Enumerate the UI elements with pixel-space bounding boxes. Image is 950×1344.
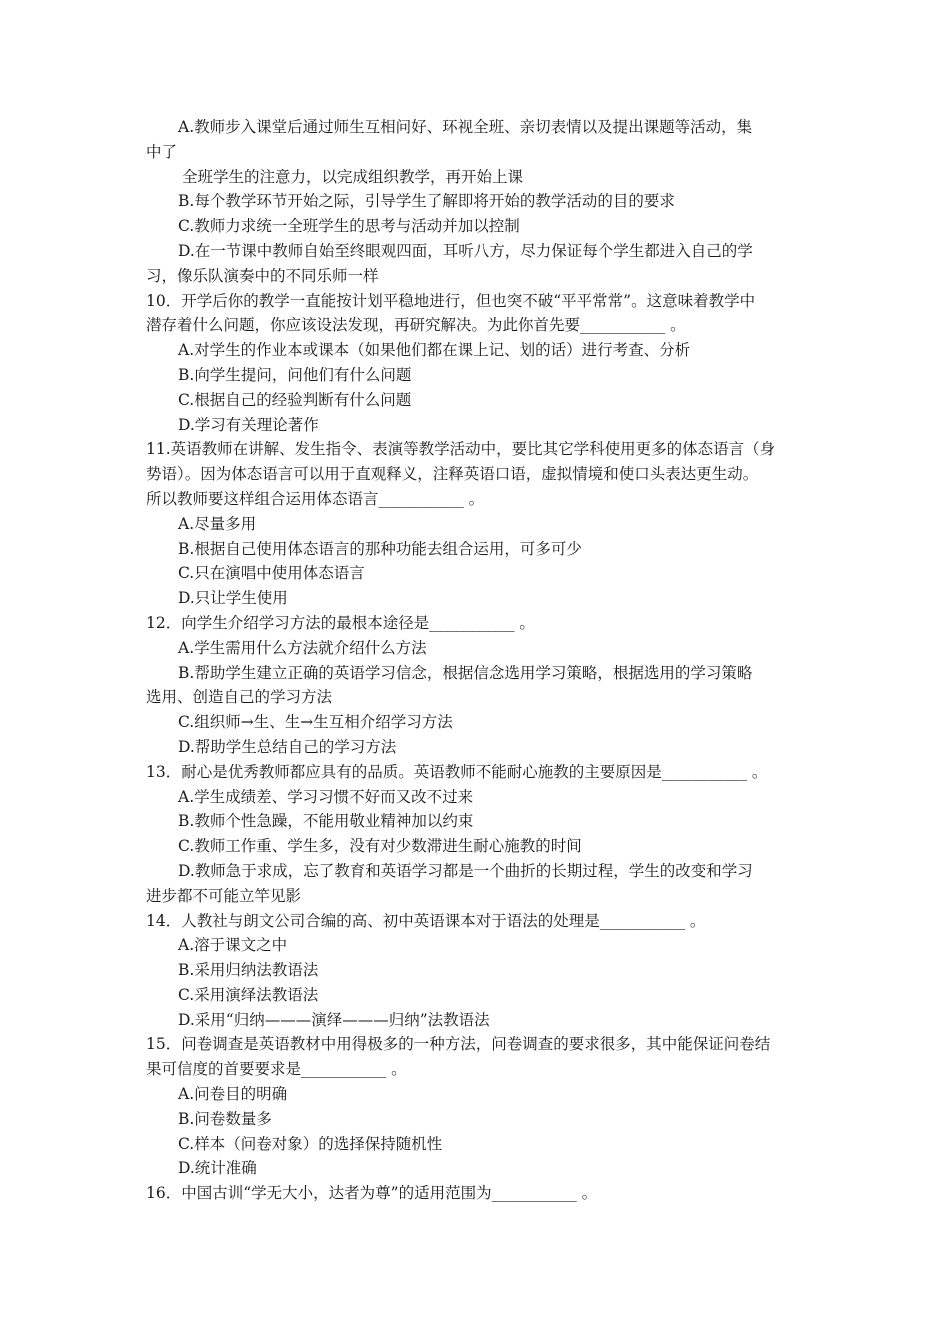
text-line: D.采用“归纳———演绎———归纳”法教语法 bbox=[178, 1010, 490, 1029]
text-line: A.学生成绩差、学习习惯不好而又改不过来 bbox=[178, 787, 474, 806]
document-body bbox=[146, 115, 810, 1206]
text-line: A.问卷目的明确 bbox=[178, 1085, 288, 1104]
text-line: D.统计准确 bbox=[178, 1159, 257, 1178]
text-line: 果可信度的首要要求是___________ 。 bbox=[146, 1060, 407, 1079]
text-line: 11.英语教师在讲解、发生指令、表演等教学活动中，要比其它学科使用更多的体态语言（身 bbox=[146, 440, 776, 459]
text-line: B.采用归纳法教语法 bbox=[178, 961, 319, 980]
text-line: A.对学生的作业本或课本（如果他们都在课上记、划的话）进行考查、分析 bbox=[178, 341, 691, 360]
text-line: 全班学生的注意力，以完成组织教学，再开始上课 bbox=[182, 167, 524, 186]
text-line: A.溶于课文之中 bbox=[178, 936, 288, 955]
text-line: 10．开学后你的教学一直能按计划平稳地进行，但也突不破“平平常常”。这意味着教学中 bbox=[146, 291, 756, 310]
text-line: B.帮助学生建立正确的英语学习信念，根据信念选用学习策略，根据选用的学习策略 bbox=[178, 663, 753, 682]
text-line: B.问卷数量多 bbox=[178, 1109, 272, 1128]
text-line: D.只让学生使用 bbox=[178, 589, 288, 608]
text-line: 13．耐心是优秀教师都应具有的品质。英语教师不能耐心施教的主要原因是___________ 。 bbox=[146, 762, 768, 781]
text-line: D.帮助学生总结自己的学习方法 bbox=[178, 737, 397, 756]
text-line: D.在一节课中教师自始至终眼观四面，耳听八方，尽力保证每个学生都进入自己的学 bbox=[178, 241, 753, 260]
text-line: 16．中国古训“学无大小，达者为尊”的适用范围为___________ 。 bbox=[146, 1184, 598, 1203]
text-line: 习，像乐队演奏中的不同乐师一样 bbox=[146, 266, 379, 285]
text-line: C.教师力求统一全班学生的思考与活动并加以控制 bbox=[178, 217, 520, 236]
text-line: B.根据自己使用体态语言的那种功能去组合运用，可多可少 bbox=[178, 539, 582, 558]
text-line: 14．人教社与朗文公司合编的高、初中英语课本对于语法的处理是___________ 。 bbox=[146, 911, 706, 930]
text-line: B.每个教学环节开始之际，引导学生了解即将开始的教学活动的目的要求 bbox=[178, 192, 675, 211]
text-line: 12．向学生介绍学习方法的最根本途径是___________ 。 bbox=[146, 613, 535, 632]
text-line: 势语）。因为体态语言可以用于直观释义，注释英语口语，虚拟情境和使口头表达更生动。 bbox=[146, 465, 759, 484]
text-line: 所以教师要这样组合运用体态语言___________ 。 bbox=[146, 489, 485, 508]
text-line: D.学习有关理论著作 bbox=[178, 415, 319, 434]
text-line: 15．问卷调查是英语教材中用得极多的一种方法，问卷调查的要求很多，其中能保证问卷结 bbox=[146, 1035, 771, 1054]
text-line: C.教师工作重、学生多，没有对少数滞进生耐心施教的时间 bbox=[178, 837, 582, 856]
text-line: A.学生需用什么方法就介绍什么方法 bbox=[178, 638, 427, 657]
text-line: C.只在演唱中使用体态语言 bbox=[178, 564, 365, 583]
text-line: C.根据自己的经验判断有什么问题 bbox=[178, 390, 412, 409]
text-line: D.教师急于求成，忘了教育和英语学习都是一个曲折的长期过程，学生的改变和学习 bbox=[178, 861, 753, 880]
text-line: B.向学生提问，问他们有什么问题 bbox=[178, 365, 412, 384]
text-line: 潜存着什么问题，你应该设法发现，再研究解决。为此你首先要___________ 。 bbox=[146, 316, 686, 335]
text-line: 中了 bbox=[146, 142, 178, 161]
text-line: B.教师个性急躁，不能用敬业精神加以约束 bbox=[178, 812, 474, 831]
text-line: A.教师步入课堂后通过师生互相问好、环视全班、亲切表情以及提出课题等活动，集 bbox=[178, 118, 753, 136]
text-line: C.样本（问卷对象）的选择保持随机性 bbox=[178, 1134, 443, 1153]
text-line: C.采用演绎法教语法 bbox=[178, 985, 319, 1004]
text-line: 进步都不可能立竿见影 bbox=[146, 886, 302, 905]
text-line: 选用、创造自己的学习方法 bbox=[146, 688, 333, 707]
text-line: C.组织师→生、生→生互相介绍学习方法 bbox=[178, 713, 453, 732]
text-line: A.尽量多用 bbox=[178, 514, 257, 533]
